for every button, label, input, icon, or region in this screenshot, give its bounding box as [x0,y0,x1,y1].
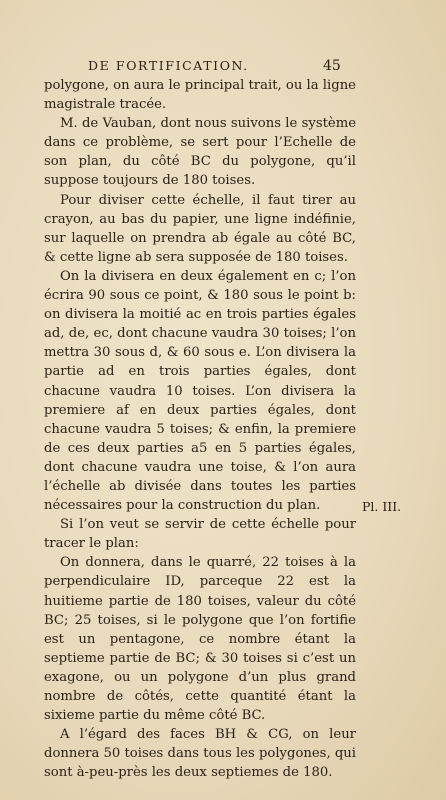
paragraph: Si l’on veut se servir de cette échelle pour tracer le plan: [44,517,356,552]
running-head: DE FORTIFICATION. [88,58,249,73]
page-header [0,58,446,78]
body-text [44,76,356,782]
paragraph: Pour diviser cette échelle, il faut tirer au crayon, au bas du papier, une ligne indéfinie, sur laquelle on prendra ab égale au côté BC, & cette ligne ab sera supposée de 180 toises. [44,192,356,265]
paragraph: On donnera, dans le quarré, 22 toises à la perpendiculaire ID, parceque 22 est la huitieme partie de 180 toises, valeur du côté BC; 25 toises, si le polygone que l’on fortifie est un pentagone, ce nombre étant la septieme partie de BC; & 30 toises si c’est un exagone, ou un polygone d’un plus grand nombre de côtés, cette quantité étant la sixieme partie du même côté BC. [44,555,356,724]
plate-reference: Pl. III. [362,499,402,514]
paragraph: polygone, on aura le principal trait, ou la ligne magistrale tracée. [44,78,356,113]
paragraph: M. de Vauban, dont nous suivons le système dans ce problème, se sert pour l’Echelle de son plan, du côté BC du polygone, qu’il suppose toujours de 180 toises. [44,116,356,189]
paragraph: A l’égard des faces BH & CG, on leur donnera 50 toises dans tous les polygones, qui sont à-peu-près les deux septiemes de 180. [44,727,356,781]
paragraph: On la divisera en deux également en c; l’on écrira 90 sous ce point, & 180 sous le point b: on divisera la moitié ac en trois parties égales ad, de, ec, dont chacune vaudra 30 toises; l’on mettra 30 sous d, & 60 sous e. L’on divisera la partie ad en trois parties égales, dont chacune vaudra 10 toises. L’on divisera la premiere af en deux parties égales, dont chacune vaudra 5 toises; & enfin, la premiere de ces deux parties a5 en 5 parties égales, dont chacune vaudra une toise, & l’on aura l’échelle ab divisée dans toutes les parties nécessaires pour la construction du plan. [44,268,356,514]
page-number: 45 [323,58,341,74]
